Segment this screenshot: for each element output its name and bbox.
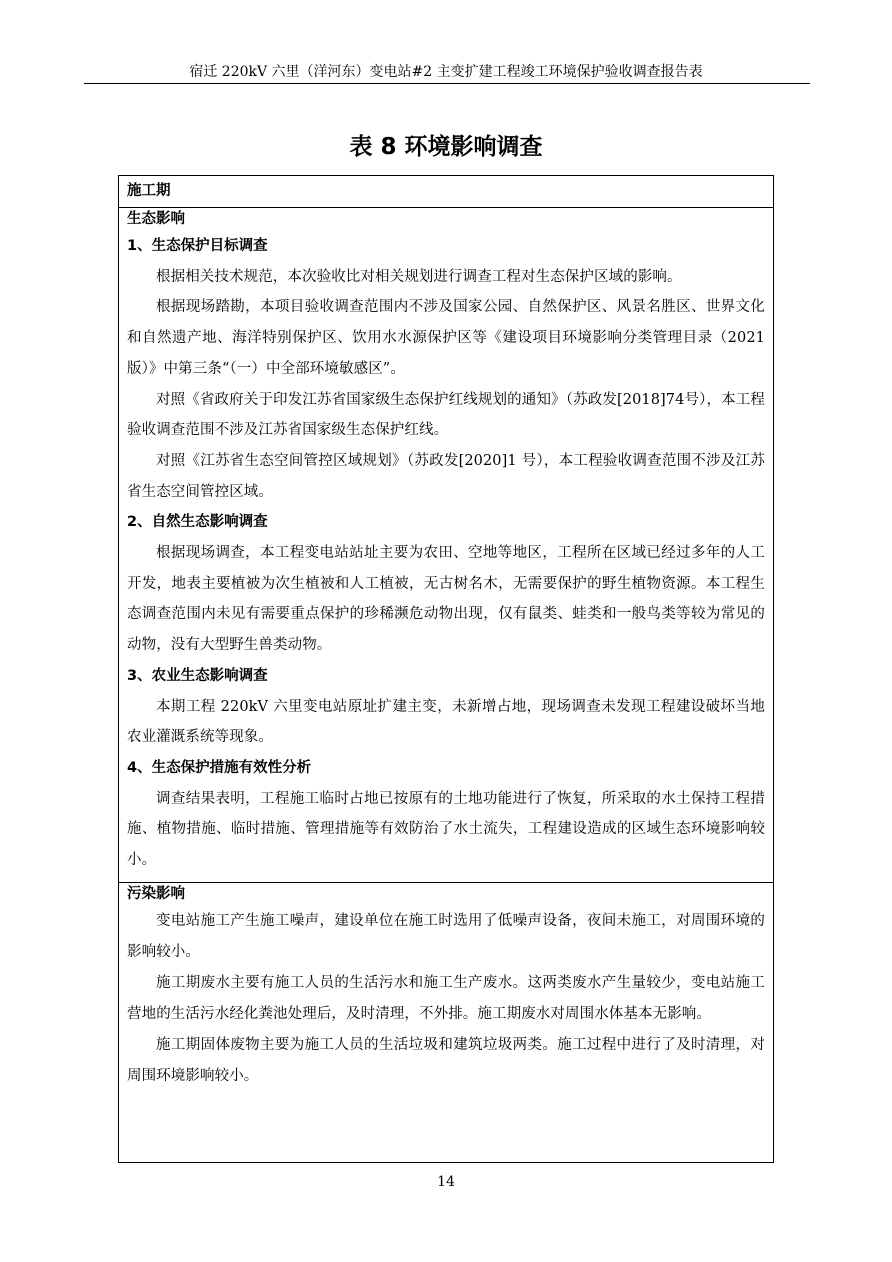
page-number: 14 <box>437 1174 455 1190</box>
paragraph: 施工期废水主要有施工人员的生活污水和施工生产废水。这两类废水产生量较少，变电站施工营地的生活污水经化粪池处理后，及时清理，不外排。施工期废水对周围水体基本无影响。 <box>127 975 765 1022</box>
paragraph: 调查结果表明，工程施工临时占地已按原有的土地功能进行了恢复，所采取的水土保持工程措施、植物措施、临时措施、管理措施等有效防治了水土流失，工程建设造成的区域生态环境影响较小。 <box>127 790 765 869</box>
pollution-impact-cell <box>119 883 773 1162</box>
header-rule <box>84 83 810 84</box>
phase-row <box>119 176 773 208</box>
paragraph: 对照《江苏省生态空间管控区域规划》（苏政发[2020]1 号），本工程验收调查范围不涉及江苏省生态空间管控区域。 <box>127 452 765 500</box>
paragraph: 对照《省政府关于印发江苏省国家级生态保护红线规划的通知》（苏政发[2018]74号），本工程验收调查范围不涉及江苏省国家级生态保护红线。 <box>127 391 765 439</box>
pollution-heading: 污染影响 <box>127 886 185 902</box>
ecological-impact-cell <box>119 208 773 883</box>
table-title: 表 8 环境影响调查 <box>349 134 543 160</box>
section-title: 3、农业生态影响调查 <box>127 667 268 684</box>
section-title: 1、生态保护目标调查 <box>127 238 268 254</box>
section-eco-targets <box>127 231 765 507</box>
section-title: 4、生态保护措施有效性分析 <box>127 759 312 776</box>
paragraph: 根据现场调查，本工程变电站站址主要为农田、空地等地区，工程所在区域已经过多年的人工开发，地表主要植被为次生植被和人工植被，无古树名木，无需要保护的野生植物资源。本工程生态调查范围内未见有需要重点保护的珍稀濒危动物出现，仅有鼠类、蛙类和一般鸟类等较为常见的动物，没有大型野生兽类动物。 <box>127 545 765 654</box>
paragraph: 施工期固体废物主要为施工人员的生活垃圾和建筑垃圾两类。施工过程中进行了及时清理，对周围环境影响较小。 <box>127 1037 765 1084</box>
section-title: 2、自然生态影响调查 <box>127 514 268 531</box>
section-natural-ecology <box>127 507 765 661</box>
phase-label: 施工期 <box>127 183 171 199</box>
ecological-content <box>119 231 773 876</box>
pollution-content <box>119 906 773 1092</box>
paragraph: 变电站施工产生施工噪声，建设单位在施工时选用了低噪声设备，夜间未施工，对周围环境的影响较小。 <box>127 913 765 960</box>
paragraph: 根据现场踏勘，本项目验收调查范围内不涉及国家公园、自然保护区、风景名胜区、世界文化和自然遗产地、海洋特别保护区、饮用水水源保护区等《建设项目环境影响分类管理目录（2021版）》中第三条“（一）中全部环境敏感区”。 <box>127 299 765 377</box>
survey-table <box>118 175 774 1163</box>
ecological-heading: 生态影响 <box>127 211 185 227</box>
section-measure-effectiveness <box>127 753 765 876</box>
paragraph: 本期工程 220kV 六里变电站原址扩建主变，未新增占地，现场调查未发现工程建设破坏当地农业灌溉系统等现象。 <box>127 698 765 746</box>
paragraph: 根据相关技术规范，本次验收比对相关规划进行调查工程对生态保护区域的影响。 <box>156 268 682 285</box>
running-header: 宿迁 220kV 六里（洋河东）变电站#2 主变扩建工程竣工环境保护验收调查报告表 <box>189 64 703 80</box>
section-agricultural-ecology <box>127 661 765 753</box>
